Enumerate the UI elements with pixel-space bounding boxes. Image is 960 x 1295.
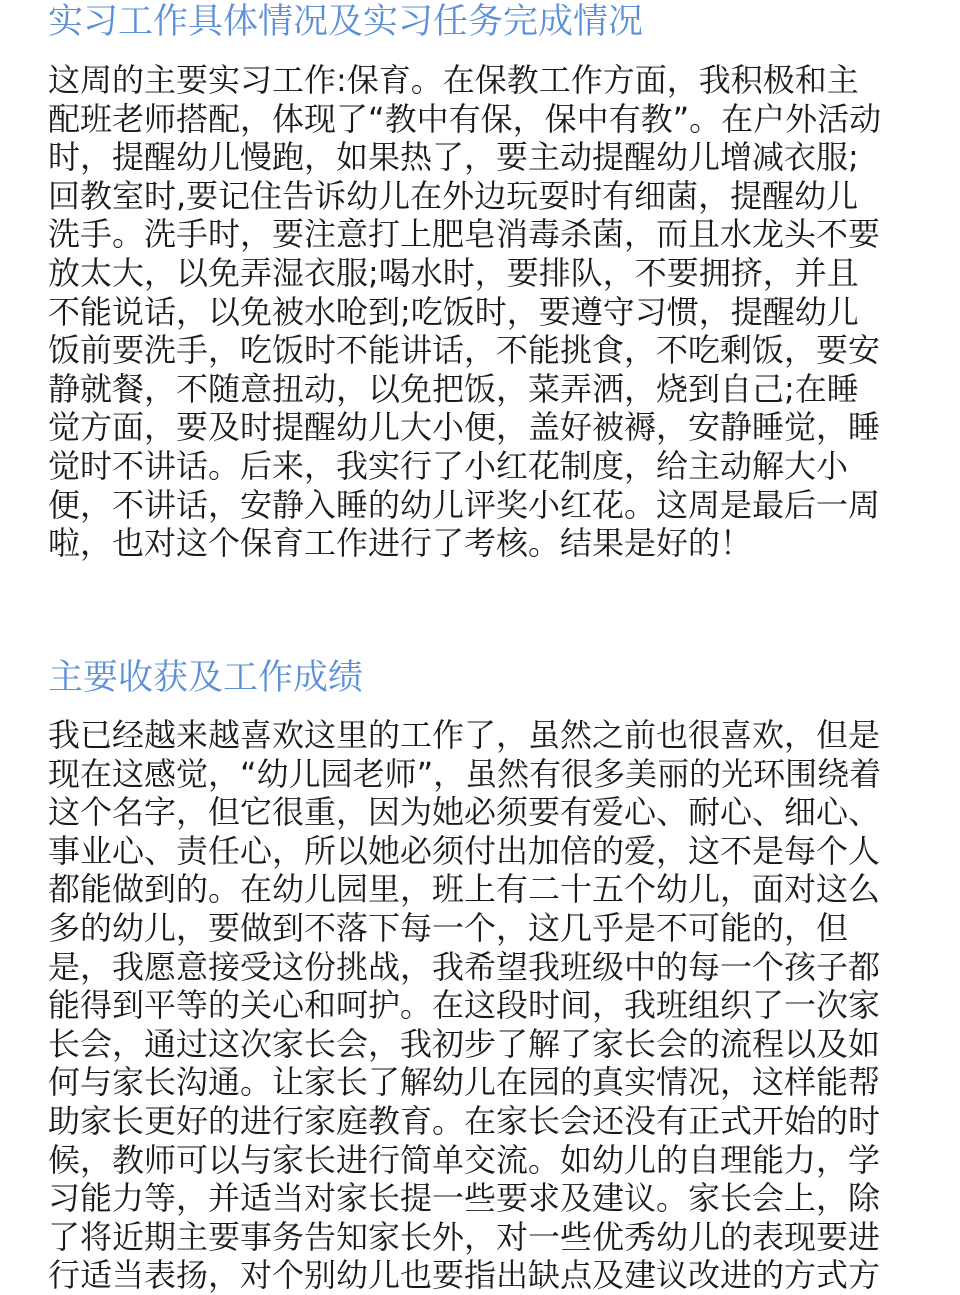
paragraph-line: 回教室时,要记住告诉幼儿在外边玩耍时有细菌，提醒幼儿 [48,176,859,215]
paragraph-line: 啦，也对这个保育工作进行了考核。结果是好的！ [48,524,753,563]
paragraph-line: 候，教师可以与家长进行简单交流。如幼儿的自理能力，学 [48,1140,881,1179]
section-paragraph [48,716,928,1295]
paragraph-line: 是，我愿意接受这份挑战，我希望我班级中的每一个孩子都 [48,947,881,986]
paragraph-line: 便，不讲话，安静入睡的幼儿评奖小红花。这周是最后一周 [48,485,881,524]
paragraph-line: 放太大，以免弄湿衣服;喝水时，要排队，不要拥挤，并且 [48,253,859,292]
paragraph-line: 现在这感觉，“幼儿园老师”，虽然有很多美丽的光环围绕着 [48,754,882,793]
paragraph-line: 洗手。洗手时，要注意打上肥皂消毒杀菌，而且水龙头不要 [48,215,881,254]
section-heading: 实习工作具体情况及实习任务完成情况 [48,2,644,42]
paragraph-line: 助家长更好的进行家庭教育。在家长会还没有正式开始的时 [48,1101,881,1140]
paragraph-line: 时，提醒幼儿慢跑，如果热了，要主动提醒幼儿增减衣服; [48,138,859,177]
paragraph-line: 我已经越来越喜欢这里的工作了，虽然之前也很喜欢，但是 [48,716,881,754]
paragraph-line: 不能说话，以免被水呛到;吃饭时，要遵守习惯，提醒幼儿 [48,292,859,331]
paragraph-line: 能得到平等的关心和呵护。在这段时间，我班组织了一次家 [48,986,881,1025]
section-paragraph [48,61,928,563]
section-internship-work [48,0,928,563]
section-heading: 主要收获及工作成绩 [48,658,364,698]
paragraph-line: 饭前要洗手，吃饭时不能讲话，不能挑食，不吃剩饭，要安 [48,331,881,370]
paragraph-line: 觉方面，要及时提醒幼儿大小便，盖好被褥，安静睡觉，睡 [48,408,881,447]
paragraph-line: 习能力等，并适当对家长提一些要求及建议。家长会上，除 [48,1179,881,1218]
paragraph-line: 配班老师搭配，体现了“教中有保，保中有教”。在户外活动 [48,99,882,138]
paragraph-line: 行适当表扬，对个别幼儿也要指出缺点及建议改进的方式方 [48,1256,881,1295]
paragraph-line: 多的幼儿，要做到不落下每一个，这几乎是不可能的，但 [48,908,849,947]
paragraph-line: 了将近期主要事务告知家长外，对一些优秀幼儿的表现要进 [48,1217,881,1256]
paragraph-line: 觉时不讲话。后来，我实行了小红花制度，给主动解大小 [48,446,849,485]
section-achievements [48,656,928,1295]
paragraph-line: 何与家长沟通。让家长了解幼儿在园的真实情况，这样能帮 [48,1063,881,1102]
paragraph-line: 事业心、责任心，所以她必须付出加倍的爱，这不是每个人 [48,831,881,870]
paragraph-line: 都能做到的。在幼儿园里，班上有二十五个幼儿，面对这么 [48,870,881,909]
paragraph-line: 这周的主要实习工作:保育。在保教工作方面，我积极和主 [48,61,859,99]
paragraph-line: 长会，通过这次家长会，我初步了解了家长会的流程以及如 [48,1024,881,1063]
paragraph-line: 这个名字，但它很重，因为她必须要有爱心、耐心、细心、 [48,793,881,832]
paragraph-line: 静就餐，不随意扭动，以免把饭，菜弄洒，烧到自己;在睡 [48,369,859,408]
